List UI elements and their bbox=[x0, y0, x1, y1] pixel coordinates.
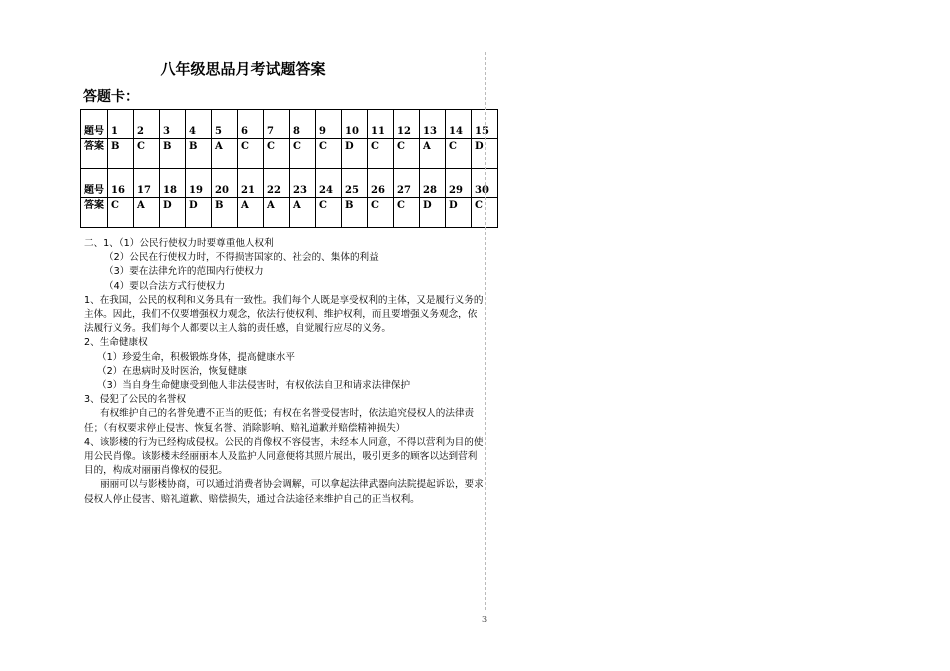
page-title: 八年级思品月考试题答案 bbox=[160, 60, 326, 78]
answer-cell: D bbox=[446, 198, 472, 228]
answer-cell: D bbox=[472, 139, 498, 169]
question-number: 5 bbox=[212, 110, 238, 139]
question-number: 8 bbox=[290, 110, 316, 139]
question-number: 23 bbox=[290, 169, 316, 198]
question-number: 22 bbox=[264, 169, 290, 198]
text-line: （3）当自身生命健康受到他人非法侵害时，有权依法自卫和请求法律保护 bbox=[97, 380, 411, 392]
text-line: 2、生命健康权 bbox=[84, 337, 148, 349]
table-row-numbers-2 bbox=[81, 169, 498, 198]
answer-cell: C bbox=[134, 139, 160, 169]
page-number: 3 bbox=[482, 615, 488, 624]
text-paragraph: 丽丽可以与影楼协商，可以通过消费者协会调解，可以拿起法律武器向法院提起诉讼，要求侵权人停止侵害、赔礼道歉、赔偿损失，通过合法途径来维护自己的正当权利。 bbox=[84, 479, 484, 505]
question-number: 17 bbox=[134, 169, 160, 198]
text-line: （2）在患病时及时医治，恢复健康 bbox=[97, 365, 248, 377]
answer-cell: C bbox=[472, 198, 498, 228]
question-number: 7 bbox=[264, 110, 290, 139]
answer-cell: C bbox=[368, 139, 394, 169]
question-number: 2 bbox=[134, 110, 160, 139]
text-paragraph: 有权维护自己的名誉免遭不正当的贬低；有权在名誉受侵害时，依法追究侵权人的法律责任；（有权要求停止侵害、恢复名誉、消除影响、赔礼道歉并赔偿精神损失） bbox=[84, 408, 475, 434]
answer-cell: C bbox=[394, 198, 420, 228]
question-number: 18 bbox=[160, 169, 186, 198]
answer-cell: C bbox=[446, 139, 472, 169]
answer-cell: D bbox=[160, 198, 186, 228]
question-number: 29 bbox=[446, 169, 472, 198]
column-divider bbox=[485, 52, 486, 610]
answer-cell: B bbox=[160, 139, 186, 169]
question-number: 9 bbox=[316, 110, 342, 139]
answer-cell: B bbox=[342, 198, 368, 228]
section-heading: 二、1、（1）公民行使权力时要尊重他人权利 bbox=[84, 238, 274, 249]
answer-card-table bbox=[80, 109, 498, 228]
question-number: 30 bbox=[472, 169, 498, 198]
answer-cell: C bbox=[368, 198, 394, 228]
text-paragraph: 4、该影楼的行为已经构成侵权。公民的肖像权不容侵害，未经本人同意，不得以营利为目的使用公民肖像。该影楼未经丽丽本人及监护人同意便将其照片展出，吸引更多的顾客以达到营利目的，构成对丽丽肖像权的侵犯。 bbox=[84, 436, 484, 477]
answer-cell: C bbox=[238, 139, 264, 169]
table-row-answers-2 bbox=[81, 198, 498, 228]
question-number: 15 bbox=[472, 110, 498, 139]
answer-cell: C bbox=[108, 198, 134, 228]
answer-cell: A bbox=[420, 139, 446, 169]
text-line: （3）要在法律允许的范围内行使权力 bbox=[104, 266, 264, 278]
table-row-answers-1 bbox=[81, 139, 498, 169]
table-row-numbers-1 bbox=[81, 110, 498, 139]
answer-cell: B bbox=[186, 139, 212, 169]
question-number: 28 bbox=[420, 169, 446, 198]
text-line: （1）珍爱生命，积极锻炼身体，提高健康水平 bbox=[97, 351, 295, 363]
text-line: 3、侵犯了公民的名誉权 bbox=[84, 394, 187, 406]
answer-cell: C bbox=[290, 139, 316, 169]
question-number: 11 bbox=[368, 110, 394, 139]
answer-cell: D bbox=[342, 139, 368, 169]
question-number: 6 bbox=[238, 110, 264, 139]
text-line: （2）公民在行使权力时，不得损害国家的、社会的、集体的利益 bbox=[104, 252, 379, 264]
question-number: 24 bbox=[316, 169, 342, 198]
answer-cell: C bbox=[394, 139, 420, 169]
question-number: 19 bbox=[186, 169, 212, 198]
question-number: 10 bbox=[342, 110, 368, 139]
answer-cell: D bbox=[186, 198, 212, 228]
answer-cell: A bbox=[264, 198, 290, 228]
question-number: 21 bbox=[238, 169, 264, 198]
answer-cell: A bbox=[238, 198, 264, 228]
answer-cell: D bbox=[420, 198, 446, 228]
answer-text-body bbox=[84, 237, 484, 507]
text-paragraph: 1、在我国，公民的权利和义务具有一致性。我们每个人既是享受权利的主体，又是履行义务的主体。因此，我们不仅要增强权力观念，依法行使权利、维护权利，而且要增强义务观念，依法履行义务。我们每个人都要以主人翁的责任感，自觉履行应尽的义务。 bbox=[84, 294, 484, 335]
row-header-question: 题号 bbox=[81, 110, 108, 139]
answer-cell: B bbox=[108, 139, 134, 169]
question-number: 20 bbox=[212, 169, 238, 198]
answer-card-label: 答题卡： bbox=[83, 89, 139, 105]
text-line: （4）要以合法方式行使权力 bbox=[104, 280, 226, 292]
question-number: 3 bbox=[160, 110, 186, 139]
answer-cell: B bbox=[212, 198, 238, 228]
row-header-answer: 答案 bbox=[81, 198, 108, 228]
answer-cell: C bbox=[316, 198, 342, 228]
row-header-answer: 答案 bbox=[81, 139, 108, 169]
question-number: 1 bbox=[108, 110, 134, 139]
question-number: 12 bbox=[394, 110, 420, 139]
row-header-question: 题号 bbox=[81, 169, 108, 198]
answer-cell: C bbox=[316, 139, 342, 169]
question-number: 27 bbox=[394, 169, 420, 198]
answer-cell: A bbox=[134, 198, 160, 228]
question-number: 16 bbox=[108, 169, 134, 198]
question-number: 26 bbox=[368, 169, 394, 198]
question-number: 25 bbox=[342, 169, 368, 198]
answer-cell: C bbox=[264, 139, 290, 169]
answer-cell: A bbox=[290, 198, 316, 228]
question-number: 13 bbox=[420, 110, 446, 139]
question-number: 14 bbox=[446, 110, 472, 139]
question-number: 4 bbox=[186, 110, 212, 139]
answer-cell: A bbox=[212, 139, 238, 169]
